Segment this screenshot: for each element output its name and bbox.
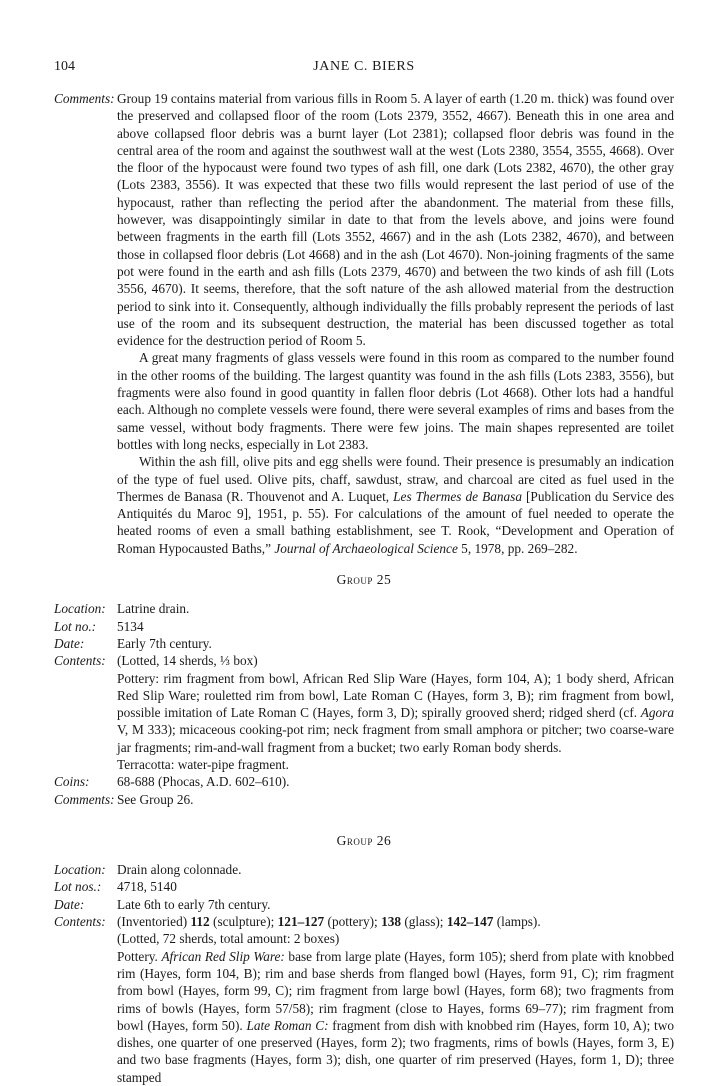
location-value: Drain along colonnade. — [117, 862, 242, 878]
group-25-coins — [54, 773, 674, 790]
inv-text-e: (lamps). — [493, 914, 541, 930]
group-25-date — [54, 635, 674, 652]
contents-label: Contents: — [54, 914, 106, 930]
group-25-comments-value: See Group 26. — [117, 791, 194, 807]
contents-inventoried — [117, 913, 674, 930]
pottery-prefix: Pottery. — [117, 948, 162, 964]
lrc-text: fragment from dish with knobbed rim (Hayes, form 10, A); two dishes, one quarter of one preserved (Hayes, form 2); two fragments, rims of bowls (Hayes, form 3, E) and two base fragments (Hayes, form 3); dish, one quarter of rim preserved (Hayes, form 1, D); three stamped — [117, 1017, 674, 1085]
inv-text-c: (pottery); — [324, 914, 382, 930]
comments-label: Comments: — [54, 91, 115, 106]
p3-text-a: Within the ash fill, olive pits and egg shells were found. Their presence is presumably an indication of the type of fuel used. Olive pits, chaff, sawdust, straw, and charcoal are cited as fuel used in the Thermes de Banasa (R. Thouvenot and A. Luquet, — [117, 454, 674, 504]
lot-label: Lot no.: — [54, 618, 97, 634]
arsw-text: base from large plate (Hayes, form 105); sherd from plate with knobbed rim (Hayes, form 104, B); rim and base sherds from flanged bowl (Hayes, form 91, C); rim fragment from bowl (Hayes, form 99, C); rim fragment from large bowl (Hayes, form 68); two fragments from rims of bowls (Hayes, form 57/58); rim fragment (close to Hayes, forms 69–77); rim fragment from bowl (Hayes, form 50). — [117, 948, 675, 1033]
group-26-lot — [54, 878, 674, 895]
contents-pottery — [117, 670, 674, 756]
pottery-text-b: V, M 333); micaceous cooking-pot rim; neck fragment from small amphora or pitcher; two coarse-ware jar fragments; rim-and-wall fragment from a bucket; two early Roman body sherds. — [117, 722, 674, 755]
arsw-heading: African Red Slip Ware: — [161, 948, 285, 964]
group-25-location — [54, 600, 674, 617]
comments-paragraph-2: A great many fragments of glass vessels were found in this room as compared to the number found in the other rooms of the building. The largest quantity was found in the ash fills (Lots 2383, 3556), but fragments were also found in good quantity in fallen floor debris (Lot 4668). Other lots had a handful each. Although no complete vessels were found, there were several examples of rims and bases from the same vessel, without body fragments. There were few joins. The main shapes represented are toilet bottles with long necks, especially in Lot 2383. — [117, 350, 674, 452]
p3-text-c: 5, 1978, pp. 269–282. — [457, 540, 578, 556]
p3-text-b: [Publication du Service des Antiquités du Maroc 9], 1951, p. 55). For calculations of the amount of fuel needed to operate the heated rooms of even a small bathing establishment, see T. Rook, “Development and Operation of Roman Hypocausted Baths,” — [117, 488, 675, 556]
running-head: JANE C. BIERS — [313, 59, 415, 74]
page-body — [54, 90, 674, 1086]
inv-text-a: (Inventoried) — [117, 914, 191, 930]
group-26-heading: Group 26 — [336, 832, 392, 848]
contents-value — [117, 913, 674, 1086]
contents-lotted: (Lotted, 14 sherds, ⅓ box) — [117, 653, 258, 669]
date-value: Early 7th century. — [117, 635, 212, 651]
location-label: Location: — [54, 862, 106, 878]
lot-value: 5134 — [117, 618, 144, 634]
p3-journal-title: Journal of Archaeological Science — [274, 540, 458, 556]
page-header — [54, 58, 674, 78]
coins-value: 68-688 (Phocas, A.D. 602–610). — [117, 774, 290, 790]
location-label: Location: — [54, 601, 106, 617]
inv-112: 112 — [190, 914, 210, 930]
inv-142-147: 142–147 — [446, 914, 494, 930]
date-label: Date: — [54, 896, 85, 912]
group-25-comments — [54, 791, 674, 808]
group-25-contents — [54, 652, 674, 773]
coins-label: Coins: — [54, 774, 90, 790]
page-number: 104 — [54, 59, 75, 74]
contents-value — [117, 652, 674, 773]
comments-paragraph-3 — [117, 453, 674, 557]
date-label: Date: — [54, 635, 85, 651]
comments-entry — [54, 90, 674, 557]
p3-book-title: Les Thermes de Banasa — [393, 488, 522, 504]
lrc-heading: Late Roman C: — [246, 1017, 329, 1033]
inv-138: 138 — [381, 914, 402, 930]
location-value: Latrine drain. — [117, 601, 190, 617]
inv-text-b: (sculpture); — [209, 914, 278, 930]
inv-121-127: 121–127 — [277, 914, 325, 930]
group-25-heading: Group 25 — [336, 572, 392, 588]
contents-lotted: (Lotted, 72 sherds, total amount: 2 boxes) — [117, 931, 340, 947]
agora-ref: Agora — [640, 705, 674, 721]
contents-terracotta: Terracotta: water-pipe fragment. — [117, 756, 289, 772]
comments-text — [117, 90, 674, 557]
lot-value: 4718, 5140 — [117, 879, 177, 895]
group-25-lot — [54, 618, 674, 635]
inv-text-d: (glass); — [401, 914, 447, 930]
group-26-location — [54, 861, 674, 878]
group-26-date — [54, 896, 674, 913]
comments-paragraph-1: Group 19 contains material from various fills in Room 5. A layer of earth (1.20 m. thick) was found over the preserved and collapsed floor of the room (Lots 2379, 3552, 4667). Beneath this in one area and above collapsed floor debris was a burnt layer (Lot 2381); collapsed floor debris was found in the central area of the room and against the southwest wall at the west (Lots 2380, 3554, 3555, 4668). Over the floor of the hypocaust were found two types of ash fill, one dark (Lots 2382, 4670), the other gray (Lots 2383, 3556). It was expected that these two fills would represent the last period of use of the hypocaust, rather than reflecting the period after the abandonment. The material from these fills, however, was disappointingly similar in date to that from the levels above, and joins were found between fragments in the earth fill (Lots 3552, 4667) and in the ash (Lots 2382, 4670), and between those in collapsed floor debris (Lot 4668) and in the ash (Lot 4670). Non-joining fragments of the same pot were found in the earth and ash fills (Lots 2379, 4670) and between the two kinds of ash fill (Lots 3556, 4670). It seems, therefore, that the soft nature of the ash allowed material from the destruction period to sink into it. Consequently, although individually the fills probably represent the periods of last use of the room and its subsequent destruction, the material has been discussed together as total evidence for the destruction period of Room 5. — [117, 91, 674, 349]
lot-label: Lot nos.: — [54, 879, 102, 895]
pottery-text-a: Pottery: rim fragment from bowl, African Red Slip Ware (Hayes, form 104, A); 1 body sherd, African Red Slip Ware; rouletted rim from bowl, Late Roman C (Hayes, form 3, B); rim fragment from bowl, possible imitation of Late Roman C (Hayes, form 3, D); spirally grooved sherd; ridged sherd (cf. — [117, 670, 674, 721]
contents-label: Contents: — [54, 653, 106, 669]
date-value: Late 6th to early 7th century. — [117, 896, 271, 912]
contents-pottery — [117, 948, 674, 1086]
group-25-comments-label: Comments: — [54, 791, 115, 807]
group-26-contents — [54, 913, 674, 1086]
